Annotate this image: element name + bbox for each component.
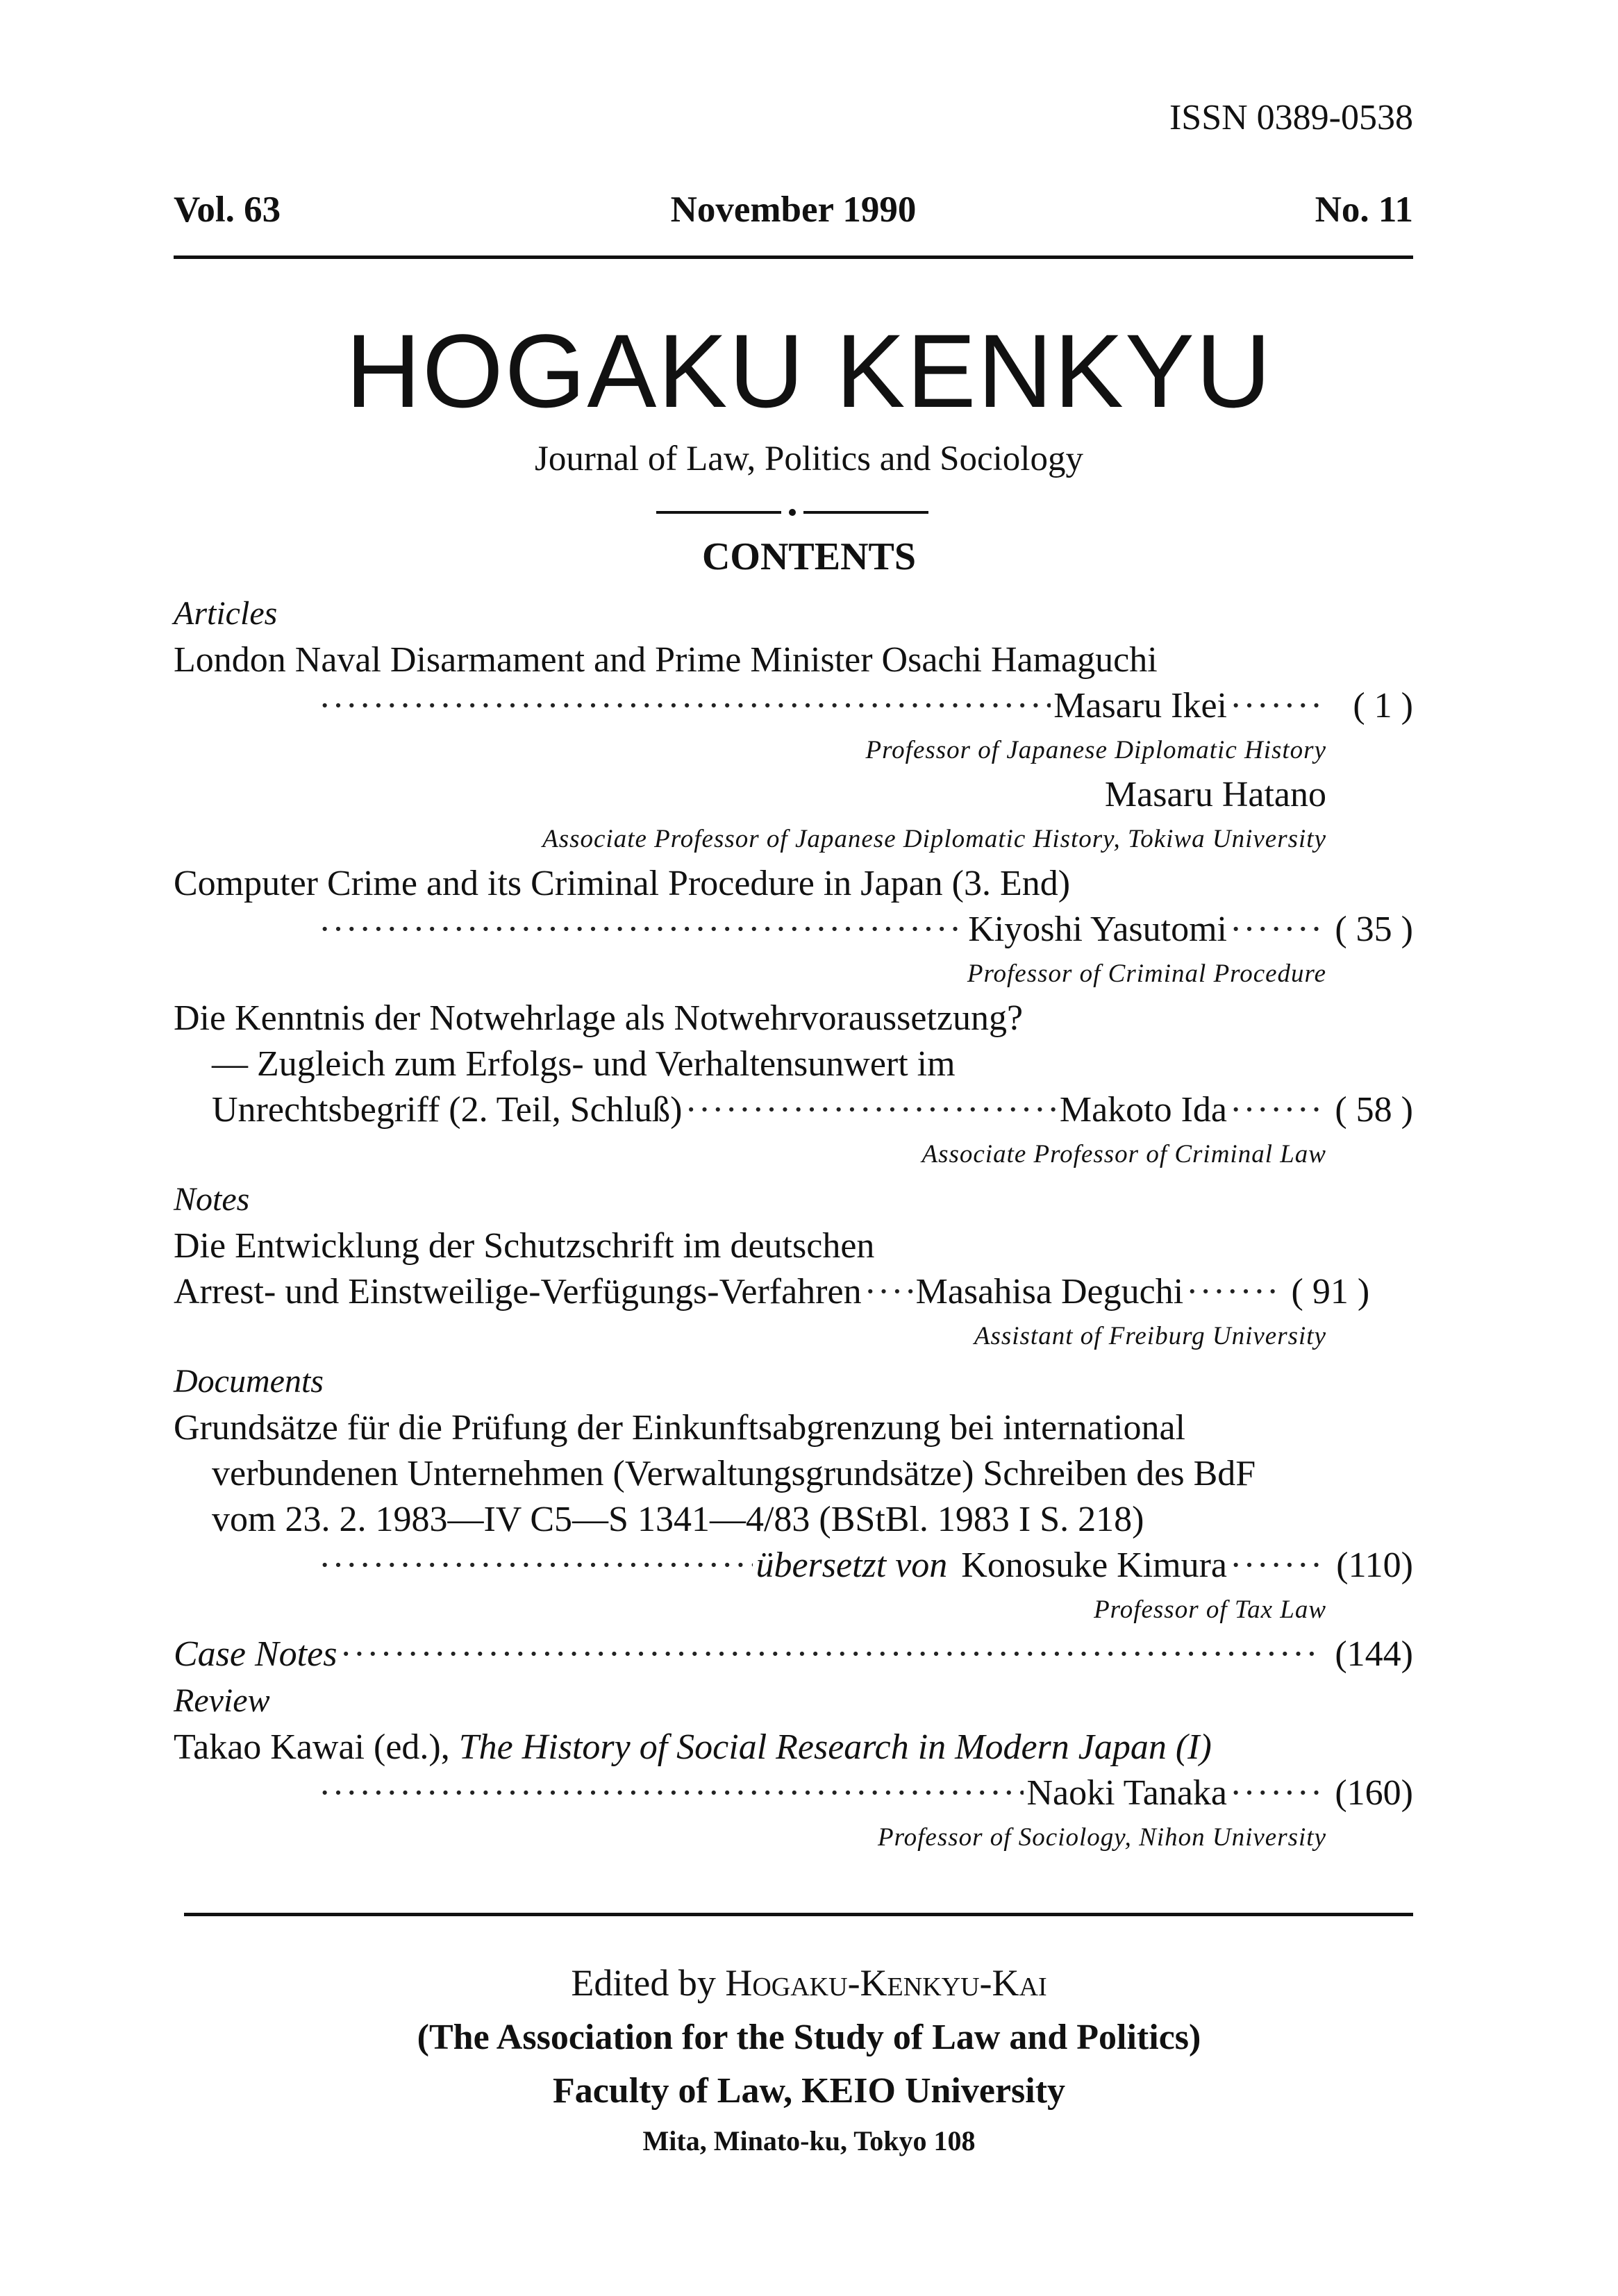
section-heading-notes: Notes	[174, 1181, 250, 1218]
edited-by-label: Edited by	[571, 1962, 716, 2004]
toc-entry-coauthor: Masaru Hatano	[1104, 775, 1326, 814]
issue-number: No. 11	[1315, 190, 1413, 230]
issue-header	[174, 189, 1413, 235]
toc-entry-page: (144)	[1335, 1634, 1413, 1674]
toc-entry-leader	[174, 1770, 1413, 1816]
address: Mita, Minato-ku, Tokyo 108	[642, 2125, 976, 2156]
faculty-name: Faculty of Law, KEIO University	[552, 2071, 1066, 2111]
toc-entry-title: Die Kenntnis der Notwehrlage als Notwehrvoraussetzung?	[174, 998, 1024, 1038]
review-book-title: The History of Social Research in Modern Japan (I)	[458, 1727, 1212, 1767]
toc-entry-author: Kiyoshi Yasutomi	[968, 910, 1227, 949]
toc-entry-affiliation: Professor of Criminal Procedure	[967, 960, 1326, 988]
contents-heading: CONTENTS	[701, 535, 917, 578]
edited-by-line	[0, 1961, 1618, 2004]
editor-name: Hogaku-Kenkyu-Kai	[725, 1962, 1047, 2004]
toc-entry-affiliation: Assistant of Freiburg University	[974, 1322, 1326, 1350]
toc-entry-author: Konosuke Kimura	[961, 1545, 1227, 1585]
toc-entry-page: ( 1 )	[1353, 686, 1413, 726]
toc-entry-title	[174, 1725, 1413, 1770]
toc-entry-author: Makoto Ida	[1059, 1090, 1227, 1130]
toc-entry-title-continued: vom 23. 2. 1983—IV C5—S 1341—4/83 (BStBl. 1983 I S. 218)	[212, 1500, 1144, 1539]
journal-title: HOGAKU KENKYU	[345, 312, 1273, 429]
review-title-prefix: Takao Kawai (ed.),	[174, 1727, 450, 1767]
toc-entry-title-continued: Arrest- und Einstweilige-Verfügungs-Verfahren	[174, 1272, 862, 1312]
toc-entry-title-continued: verbundenen Unternehmen (Verwaltungsgrundsätze) Schreiben des BdF	[212, 1454, 1256, 1493]
section-heading-review: Review	[174, 1682, 270, 1719]
toc-entry-leader	[174, 1543, 1413, 1589]
toc-entry-affiliation: Professor of Tax Law	[1094, 1595, 1326, 1624]
toc-entry-affiliation: Professor of Sociology, Nihon University	[877, 1823, 1326, 1852]
toc-entry-title: Computer Crime and its Criminal Procedure in Japan (3. End)	[174, 864, 1071, 903]
toc-entry-page: ( 58 )	[1335, 1090, 1413, 1130]
toc-entry-affiliation: Associate Professor of Criminal Law	[921, 1140, 1326, 1168]
toc-entry-title: Grundsätze für die Prüfung der Einkunftsabgrenzung bei international	[174, 1408, 1185, 1448]
issue-date: November 1990	[670, 190, 917, 230]
toc-entry-author: Masahisa Deguchi	[915, 1272, 1184, 1312]
toc-entry-title-continued: Unrechtsbegriff (2. Teil, Schluß)	[212, 1090, 683, 1130]
toc-entry-page: ( 35 )	[1335, 910, 1413, 949]
toc-entry-title: Die Entwicklung der Schutzschrift im deutschen	[174, 1226, 875, 1266]
toc-entry-leader	[174, 907, 1413, 953]
bottom-rule	[184, 1913, 1413, 1916]
toc-entry-title-continued: — Zugleich zum Erfolgs- und Verhaltensunwert im	[212, 1044, 956, 1084]
toc-entry-leader	[174, 1269, 1413, 1315]
toc-entry-title: London Naval Disarmament and Prime Minister Osachi Hamaguchi	[174, 640, 1158, 680]
volume: Vol. 63	[174, 190, 281, 230]
table-of-contents	[174, 590, 1413, 1859]
toc-entry-translator-prefix: übersetzt von	[756, 1545, 948, 1585]
top-rule	[174, 255, 1413, 259]
association-name: (The Association for the Study of Law and Politics)	[417, 2018, 1201, 2057]
section-heading-articles: Articles	[174, 595, 278, 632]
toc-entry-page: ( 91 )	[1291, 1272, 1370, 1312]
toc-entry-leader	[174, 1632, 1413, 1677]
journal-subtitle: Journal of Law, Politics and Sociology	[535, 439, 1083, 478]
issn: ISSN 0389-0538	[1169, 98, 1413, 137]
toc-entry-page: (110)	[1336, 1545, 1413, 1585]
toc-entry-author: Naoki Tanaka	[1026, 1773, 1227, 1813]
toc-entry-page: (160)	[1335, 1773, 1413, 1813]
toc-entry-leader	[174, 1087, 1413, 1133]
toc-entry-author: Masaru Ikei	[1053, 686, 1227, 726]
ornament-divider	[656, 505, 934, 519]
toc-entry-leader	[174, 683, 1413, 729]
section-heading-documents: Documents	[174, 1363, 324, 1400]
toc-entry-affiliation: Professor of Japanese Diplomatic History	[865, 736, 1326, 764]
section-heading-case-notes: Case Notes	[174, 1634, 337, 1674]
toc-entry-coauthor-affiliation: Associate Professor of Japanese Diplomatic History, Tokiwa University	[542, 825, 1326, 853]
